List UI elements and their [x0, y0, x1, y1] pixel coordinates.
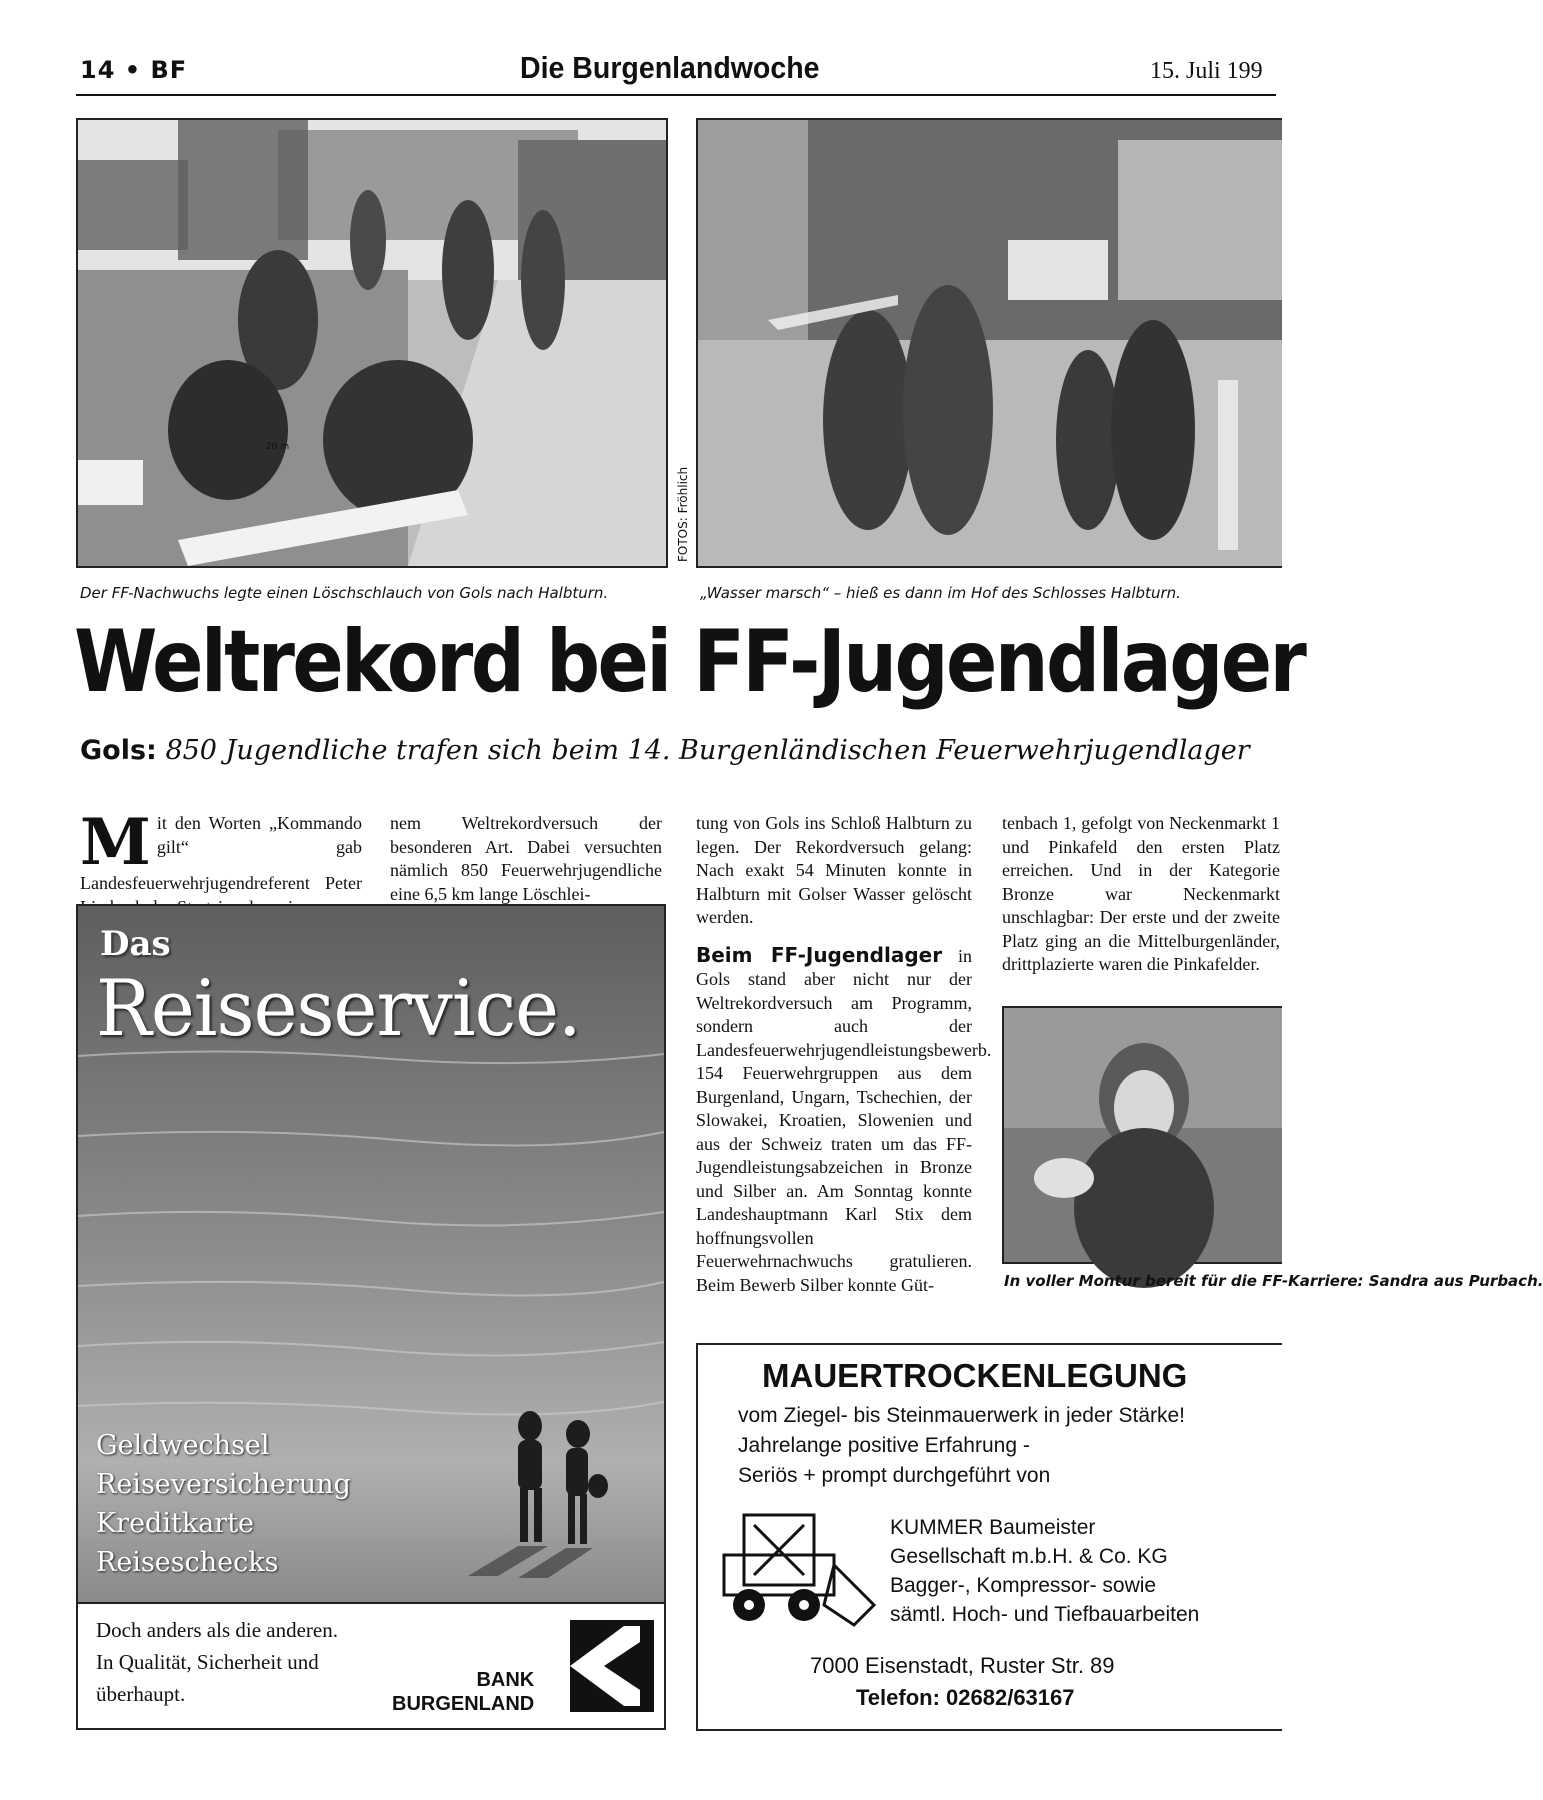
article-col-2: nem Weltrekordversuch der besonderen Art. Dabei versuchten nämlich 850 Feuerwehrjugendliche eine 6,5 km lange Löschlei-: [390, 813, 662, 904]
ad-reiseservice: [76, 904, 666, 1730]
ad2-phone: Telefon: 02682/63167: [856, 1685, 1075, 1710]
ad-beach-photo: [78, 906, 664, 1602]
ad2-company-line: KUMMER Baumeister: [890, 1516, 1096, 1539]
ad2-company-line: sämtl. Hoch- und Tiefbauarbeiten: [890, 1603, 1200, 1626]
ad-service-item: Geldwechsel: [96, 1430, 270, 1461]
col-3-block-b: [696, 942, 992, 1298]
photo-credit: FOTOS: Fröhlich: [676, 466, 690, 562]
ad-footer: [78, 1602, 664, 1730]
ad2-line: Seriös + prompt durchgeführt von: [738, 1464, 1051, 1487]
newspaper-title: Die Burgenlandwoche: [520, 50, 820, 85]
photo-sandra: [1002, 1006, 1282, 1264]
photo-left-caption: Der FF-Nachwuchs legte einen Löschschlauch von Gols nach Halbturn.: [80, 584, 609, 602]
bank-name-1: BANK: [476, 1669, 535, 1691]
ad2-company-line: Gesellschaft m.b.H. & Co. KG: [890, 1545, 1168, 1568]
ad-tagline-2: In Qualität, Sicherheit und: [96, 1650, 319, 1674]
ad-mauertrockenlegung: [696, 1343, 1282, 1731]
ad-das: Das: [100, 924, 171, 964]
bank-name: [392, 1668, 534, 1716]
ad-reiseservice-title: Reiseservice.: [96, 964, 581, 1054]
col-3-text-b: in Gols stand aber nicht nur der Weltrekordversuch am Programm, sondern auch der Landesfeuerwehrjugendleistungsbewerb. 154 Feuerwehrgruppen aus dem Burgenland, Ungarn, Tschechien, der Slowakei, Kroatien, Slowenien und aus der Schweiz traten um das FF-Jugendleistungsabzeichen in Bronze und Silber an. Am Sonntag konnte Landeshauptmann Karl Stix dem hoffnungsvollen Feuerwehrnachwuchs gratulieren. Beim Bewerb Silber konnte Güt-: [696, 945, 992, 1295]
hose-length-mark: 20 m: [266, 442, 290, 452]
section-subheading: Beim FF-Jugendlager: [696, 942, 943, 967]
ad2-company-line: Bagger-, Kompressor- sowie: [890, 1574, 1157, 1597]
photo-hose-laying: [76, 118, 668, 568]
page-number: 14 • BF: [80, 56, 188, 84]
ad-service-item: Reiseschecks: [96, 1547, 279, 1578]
photo-water-march: [696, 118, 1282, 568]
ad-service-item: Reiseversicherung: [96, 1469, 351, 1500]
photo-right-caption: „Wasser marsch“ – hieß es dann im Hof des Schlosses Halbturn.: [700, 584, 1181, 602]
ad2-address: 7000 Eisenstadt, Ruster Str. 89: [810, 1653, 1115, 1678]
ad2-company: [890, 1513, 1199, 1629]
ad2-title: MAUERTROCKENLEGUNG: [762, 1357, 1188, 1394]
ad2-line: Jahrelange positive Erfahrung -: [738, 1434, 1030, 1457]
ad-tagline: [96, 1614, 338, 1710]
headline: Weltrekord bei FF-Jugendlager: [74, 612, 1305, 712]
col-3-text-a: tung von Gols ins Schloß Halbturn zu legen. Der Rekordversuch gelang: Nach exakt 54 Minuten konnte in Halbturn mit Golser Wasser gelöscht werden.: [696, 813, 972, 927]
ad-tagline-3: überhaupt.: [96, 1682, 186, 1706]
bank-name-2: BURGENLAND: [392, 1693, 535, 1715]
issue-date: 15. Juli 199: [1150, 58, 1263, 84]
photo-sandra-caption: In voller Montur bereit für die FF-Karriere: Sandra aus Purbach.: [1004, 1272, 1543, 1290]
drop-cap: M: [80, 805, 151, 880]
bank-logo-icon: [570, 1620, 654, 1712]
ad2-intro: [738, 1401, 1185, 1491]
subheadline: [80, 735, 1250, 766]
article-col-3: [696, 812, 992, 1297]
skid-loader-icon: [714, 1495, 884, 1635]
article-col-4: tenbach 1, gefolgt von Neckenmarkt 1 und Pinkafeld den ersten Platz erreichen. Und in der Kategorie Bronze war Neckenmarkt unschlagbar: Der erste und der zweite Platz ging an die Mittelburgenländer, drittplazierte waren die Pinkafelder.: [1002, 813, 1280, 974]
kicker: Gols:: [80, 735, 157, 766]
article-col-1: [80, 805, 362, 919]
ad-tagline-1: Doch anders als die anderen.: [96, 1618, 338, 1642]
subheadline-text: 850 Jugendliche trafen sich beim 14. Burgenländischen Feuerwehrjugendlager: [165, 735, 1250, 766]
ad-services-list: [96, 1426, 351, 1582]
ad2-line: vom Ziegel- bis Steinmauerwerk in jeder Stärke!: [738, 1404, 1186, 1427]
header-rule: [76, 94, 1276, 96]
ad-service-item: Kreditkarte: [96, 1508, 255, 1539]
col-1-text: it den Worten „Kommando gilt“ gab Landesfeuerwehrjugendreferent Peter: [80, 813, 362, 893]
